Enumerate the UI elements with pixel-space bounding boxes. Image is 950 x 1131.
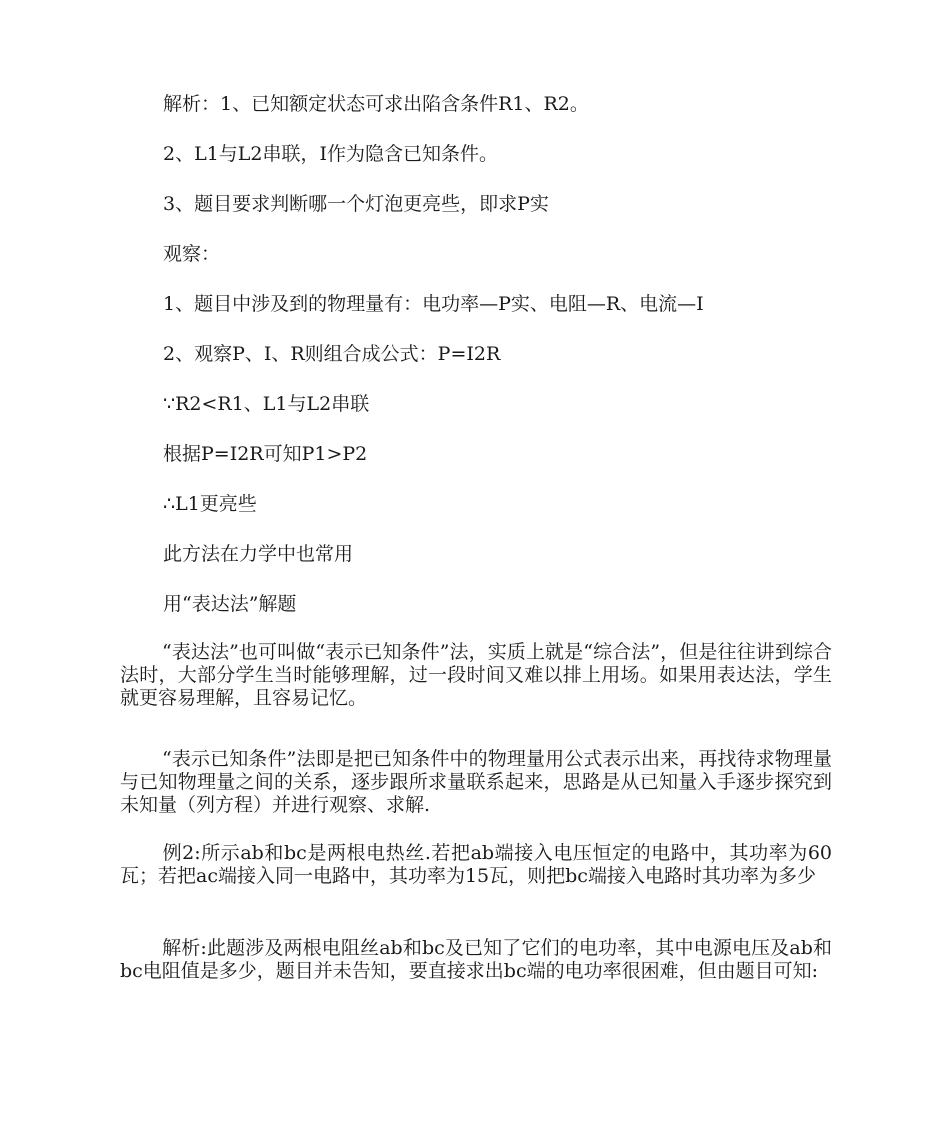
observe-line-1: 1、题目中涉及到的物理量有：电功率—P实、电阻—R、电流—I [163,293,704,315]
paragraph-known-conditions [120,748,832,817]
paragraph-expression-method [120,641,832,710]
according-line: 根据P=I2R可知P1>P2 [163,443,368,465]
observe-line-2: 2、观察P、I、R则组合成公式：P=I2R [163,343,501,365]
analysis-line-1: 解析：1、已知额定状态可求出陷含条件R1、R2。 [163,93,589,115]
because-line: ∵R2<R1、L1与L2串联 [163,393,370,415]
method-note-line: 此方法在力学中也常用 [163,543,354,565]
analysis-line-2: 2、L1与L2串联，I作为隐含已知条件。 [163,143,499,165]
observe-heading: 观察： [163,243,221,265]
paragraph-text: 解析:此题涉及两根电阻丝ab和bc及已知了它们的电功率，其中电源电压及ab和bc电阻值是多少，题目并未告知，要直接求出bc端的电功率很困难，但由题目可知: [120,937,832,982]
section-heading: 用“表达法”解题 [163,593,297,615]
paragraph-example-2 [120,842,832,888]
paragraph-text: 例2:所示ab和bc是两根电热丝.若把ab端接入电压恒定的电路中，其功率为60瓦；若把ac端接入同一电路中，其功率为15瓦，则把bc端接入电路时其功率为多少 [120,842,832,887]
paragraph-text: “表达法”也可叫做“表示已知条件”法，实质上就是“综合法”，但是往往讲到综合法时，大部分学生当时能够理解，过一段时间又难以排上用场。如果用表达法，学生就更容易理解，且容易记忆。 [120,641,832,709]
therefore-line: ∴L1更亮些 [163,493,257,515]
analysis-line-3: 3、题目要求判断哪一个灯泡更亮些，即求P实 [163,193,549,215]
paragraph-text: “表示已知条件”法即是把已知条件中的物理量用公式表示出来，再找待求物理量与已知物理量之间的关系，逐步跟所求量联系起来，思路是从已知量入手逐步探究到未知量（列方程）并进行观察、求解. [120,748,832,816]
paragraph-example-analysis [120,937,832,983]
